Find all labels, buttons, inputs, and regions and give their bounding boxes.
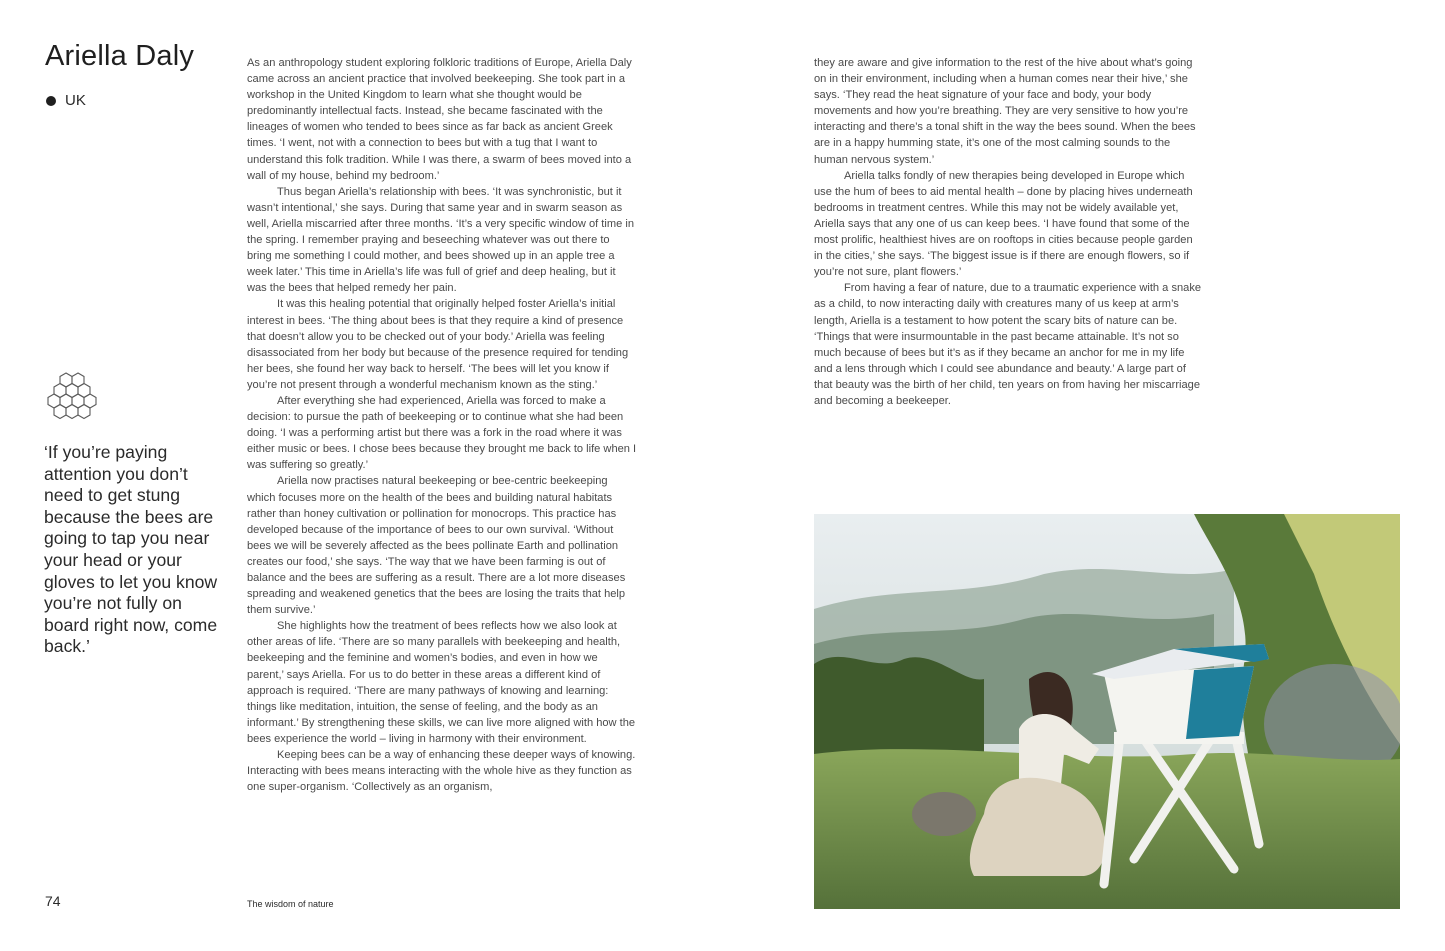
beekeeper-photo-illustration xyxy=(814,514,1400,909)
paragraph: Ariella now practises natural beekeeping or bee-centric beekeeping which focuses more on the health of the bees and building natural habitats rather than honey cultivation or pollination for monocrops. This practice has developed because of the importance of bees to our own survival. ‘Without bees we will be severely affected as the bees pollinate Earth and pollination creates our food,’ she says. ‘The way that we have been farming is out of balance and the bees are suffering as a result. There are a lot more diseases spreading and weakened genetics that the bees are losing the traits that help them survive.’ xyxy=(247,475,626,617)
paragraph: As an anthropology student exploring folkloric traditions of Europe, Ariella Daly came across an ancient practice that involved beekeeping. She took part in a workshop in the United Kingdom to learn what she thought would be predominantly intellectual facts. Instead, she became fascinated with the lineages of women who tended to bees since as far back as ancient Greek times. ‘I went, not with a connection to bees but with a tug that I want to understand this folk tradition. While I was there, a swarm of bees moved into a wall of my house, behind my bedroom.’ xyxy=(247,57,632,182)
body-column-left xyxy=(247,55,637,795)
paragraph: From having a fear of nature, due to a traumatic experience with a snake as a child, to now interacting daily with creatures many of us keep at arm’s length, Ariella is a testament to how potent the scary bits of nature can be. ‘Things that were insurmountable in the past became attainable. It’s not so much because of bees but it’s as if they became an anchor for me in my life and a lens through which I could see abundance and beauty.’ A large part of that beauty was the birth of her child, ten years on from having her miscarriage and becoming a beekeeper. xyxy=(814,282,1202,407)
page-number: 74 xyxy=(45,893,61,909)
paragraph: She highlights how the treatment of bees reflects how we also look at other areas of life. ‘There are so many parallels with beekeeping and health, beekeeping and the feminine and women’s bodies, and even in how we parent,’ says Ariella. For us to do better in these areas a different kind of approach is required. ‘There are many pathways of knowing and learning: things like meditation, intuition, the sense of feeling, and the body as an informant.’ By strengthening these skills, we can live more aligned with how the bees experience the world – living in harmony with their environment. xyxy=(247,620,636,745)
pull-quote: ‘If you’re paying attention you don’t need to get stung because the bees are going to tap you near your head or your gloves to let you know you’re not fully on board right now, come back.’ xyxy=(44,442,218,657)
paragraph: Ariella talks fondly of new therapies being developed in Europe which use the hum of bees to aid mental health – done by placing hives underneath bedrooms in treatment centres. While this may not be widely available yet, Ariella says that any one of us can keep bees. ‘I have found that some of the most prolific, healthiest hives are on rooftops in cities because people garden in the cities,’ she says. ‘The biggest issue is if there are enough flowers, so if you’re not sure, plant flowers.’ xyxy=(814,169,1193,279)
body-column-right xyxy=(814,55,1204,409)
page-title: Ariella Daly xyxy=(45,40,195,72)
running-footer: The wisdom of nature xyxy=(247,899,334,909)
country-text: UK xyxy=(65,92,86,109)
paragraph: After everything she had experienced, Ariella was forced to make a decision: to pursue the path of beekeeping or to continue what she had been doing. ‘I was a performing artist but there was a fork in the road where it was either music or bees. I chose bees because they brought me back to life when I was suffering so greatly.’ xyxy=(247,394,637,472)
paragraph: It was this healing potential that originally helped foster Ariella’s initial interest in bees. ‘The thing about bees is that they require a kind of presence that doesn’t allow you to be checked out of your body.’ Ariella was feeling disassociated from her body but because of the presence required for tending her bees, she found her way back to herself. ‘The bees will let you know if you’re not present through a wonderful mechanism known as the sting.’ xyxy=(247,298,629,391)
country-label xyxy=(46,92,86,109)
bullet-dot-icon xyxy=(46,96,56,106)
paragraph: they are aware and give information to the rest of the hive about what’s going on in their environment, including when a human comes near their hive,’ she says. ‘They read the heat signature of your face and body, your body movements and how you’re breathing. They are very sensitive to how you’re interacting and there’s a tonal shift in the way the bees sound. When the bees are in a happy humming state, it’s one of the most calming sounds to the human nervous system.’ xyxy=(814,57,1196,166)
paragraph: Keeping bees can be a way of enhancing these deeper ways of knowing. Interacting with bees means interacting with the whole hive as they function as one super-organism. ‘Collectively as an organism, xyxy=(247,749,636,794)
beekeeper-photo xyxy=(814,514,1400,909)
paragraph: Thus began Ariella’s relationship with bees. ‘It was synchronistic, but it wasn’t intentional,’ she says. During that same year and in swarm season as well, Ariella miscarried after three months. ‘It’s a very specific window of time in the spring. I remember praying and beseeching whatever was out there to bring me something I could mother, and bees showed up in an apple tree a week later.’ This time in Ariella’s life was full of grief and deep healing, but it was the bees that helped remedy her pain. xyxy=(247,185,634,295)
honeycomb-icon xyxy=(45,370,99,424)
